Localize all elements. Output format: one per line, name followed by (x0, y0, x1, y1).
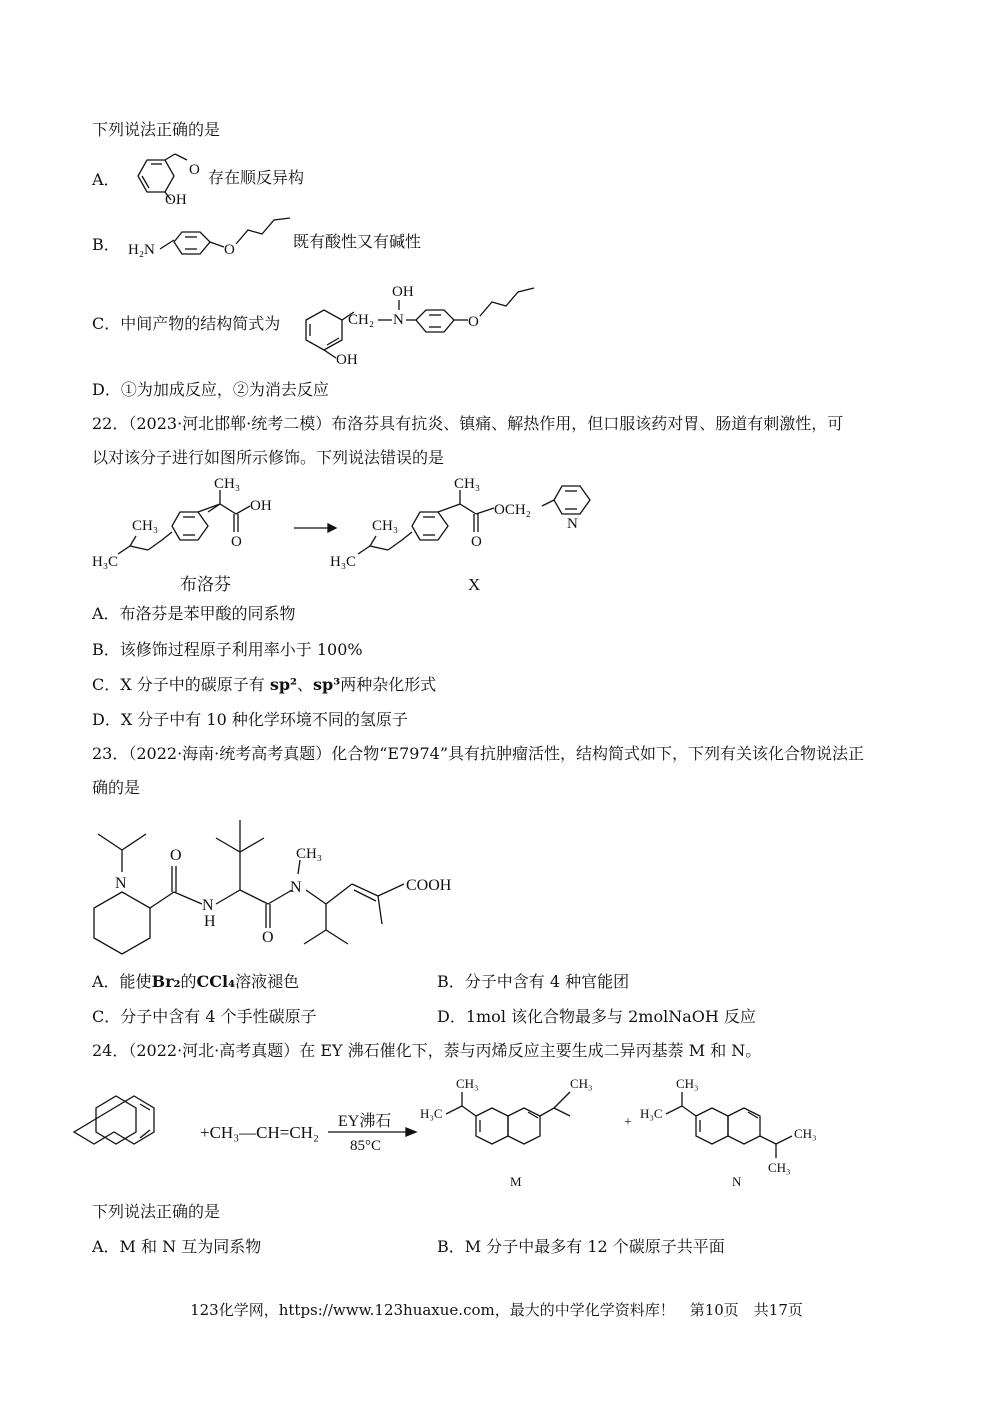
x-ch3-alpha: CH₃ (454, 476, 481, 492)
ibuprofen-ch3-alpha: CH₃ (214, 476, 241, 492)
x-h3c: H₃C (330, 554, 357, 570)
q23-option-c: C．分子中含有 4 个手性碳原子 (92, 1007, 317, 1026)
n-ch3-top: CH₃ (676, 1076, 699, 1091)
q22-stem-line1: 22．（2023·河北邯郸·统考二模）布洛芬具有抗炎、镇痛、解热作用，但口服该药对胃、肠道有刺激性，可 (92, 414, 844, 433)
hydroxylamine-oh: OH (392, 284, 414, 300)
butoxyaniline-structure (128, 212, 298, 264)
ibuprofen-reaction-scheme (90, 476, 610, 595)
x-carbonyl-o: O (471, 534, 482, 550)
n-ch3-right: CH₃ (794, 1126, 817, 1141)
m-h3c: H₃C (420, 1106, 443, 1121)
q24-option-b: B．M 分子中最多有 12 个碳原子共平面 (437, 1237, 725, 1256)
q23-option-b: B．分子中含有 4 种官能团 (437, 972, 630, 991)
q22-option-c: C．X 分子中的碳原子有 sp²、sp³两种杂化形式 (92, 675, 437, 694)
m-ch3-right: CH₃ (570, 1076, 593, 1091)
x-och2: OCH₂ (494, 502, 531, 518)
ibuprofen-ch3-isobutyl: CH₃ (132, 518, 159, 534)
n-ch3-bottom: CH₃ (768, 1160, 791, 1175)
q21-option-a-text: 存在顺反异构 (208, 168, 305, 187)
q23-stem-line1: 23．（2022·海南·统考高考真题）化合物“E7974”具有抗肿瘤活性，结构简式如下，下列有关该化合物说法正 (92, 744, 865, 763)
page-footer: 123化学网，https://www.123huaxue.com，最大的中学化学资料库！ 第10页 共17页 (190, 1301, 803, 1319)
amide1-h: H (204, 913, 216, 930)
x-ch3-isobutyl: CH₃ (372, 518, 399, 534)
q24-option-a: A．M 和 N 互为同系物 (92, 1237, 262, 1256)
amide1-o: O (170, 847, 182, 864)
q23-option-a: A．能使Br₂的CCl₄溶液褪色 (92, 972, 300, 991)
q21-option-b-text: 既有酸性又有碱性 (293, 232, 422, 251)
q22-option-a: A．布洛芬是苯甲酸的同系物 (92, 604, 296, 623)
ibuprofen-carbonyl-o: O (231, 534, 242, 550)
q21-option-b-label: B． (92, 235, 120, 254)
phenol-oh: OH (336, 352, 358, 368)
q21-option-d-text: D．①为加成反应，②为消去反应 (92, 380, 329, 399)
n-methyl-ch3: CH₃ (296, 846, 323, 862)
salicylaldehyde-structure (125, 152, 215, 210)
q21-option-a-label: A． (92, 170, 120, 189)
ether-o: O (224, 242, 235, 258)
q21-option-c-text: C．中间产物的结构简式为 (92, 314, 281, 333)
plus-sign: + (624, 1115, 632, 1130)
q23-option-d: D．1mol 该化合物最多与 2molNaOH 反应 (437, 1007, 756, 1026)
temperature-label: 85°C (350, 1138, 382, 1154)
ibuprofen-label: 布洛芬 (180, 575, 231, 594)
n-label: N (732, 1174, 742, 1189)
aldehyde-o: O (189, 162, 200, 178)
ibuprofen-oh: OH (250, 498, 272, 514)
hydroxy-oh: OH (165, 192, 187, 208)
methylene-ch2: CH₂ (348, 312, 375, 328)
catalyst-label: EY沸石 (338, 1113, 392, 1130)
amide2-n: N (290, 879, 302, 896)
pyridine-n: N (567, 516, 578, 532)
amide2-o: O (262, 929, 274, 946)
q22-option-b: B．该修饰过程原子利用率小于 100% (92, 640, 363, 659)
q23-stem-line2: 确的是 (92, 778, 141, 797)
n-h3c: H₃C (640, 1106, 663, 1121)
ether-o2: O (468, 314, 479, 330)
ibuprofen-h3c: H₃C (92, 554, 119, 570)
intermediate-structure (292, 280, 542, 372)
propene-formula: +CH₃—CH=CH₂ (200, 1123, 319, 1142)
m-label: M (510, 1174, 522, 1189)
piperidine-n: N (115, 875, 127, 892)
q24-sub-stem: 下列说法正确的是 (92, 1202, 221, 1221)
q24-stem: 24．（2022·河北·高考真题）在 EY 沸石催化下，萘与丙烯反应主要生成二异丙基萘 M 和 N。 (92, 1041, 762, 1060)
e7974-structure (90, 812, 470, 962)
amine-h2n: H₂N (128, 242, 155, 258)
q22-option-d: D．X 分子中有 10 种化学环境不同的氢原子 (92, 710, 408, 729)
q22-stem-line2: 以对该分子进行如图所示修饰。下列说法错误的是 (92, 448, 445, 467)
q21-stem: 下列说法正确的是 (92, 120, 221, 139)
x-label: X (468, 575, 481, 594)
naphthalene-alkylation-scheme (88, 1072, 838, 1196)
amide1-n: N (202, 897, 214, 914)
carboxyl-cooh: COOH (406, 877, 452, 894)
hydroxylamine-n: N (393, 312, 404, 328)
m-ch3-left: CH₃ (456, 1076, 479, 1091)
